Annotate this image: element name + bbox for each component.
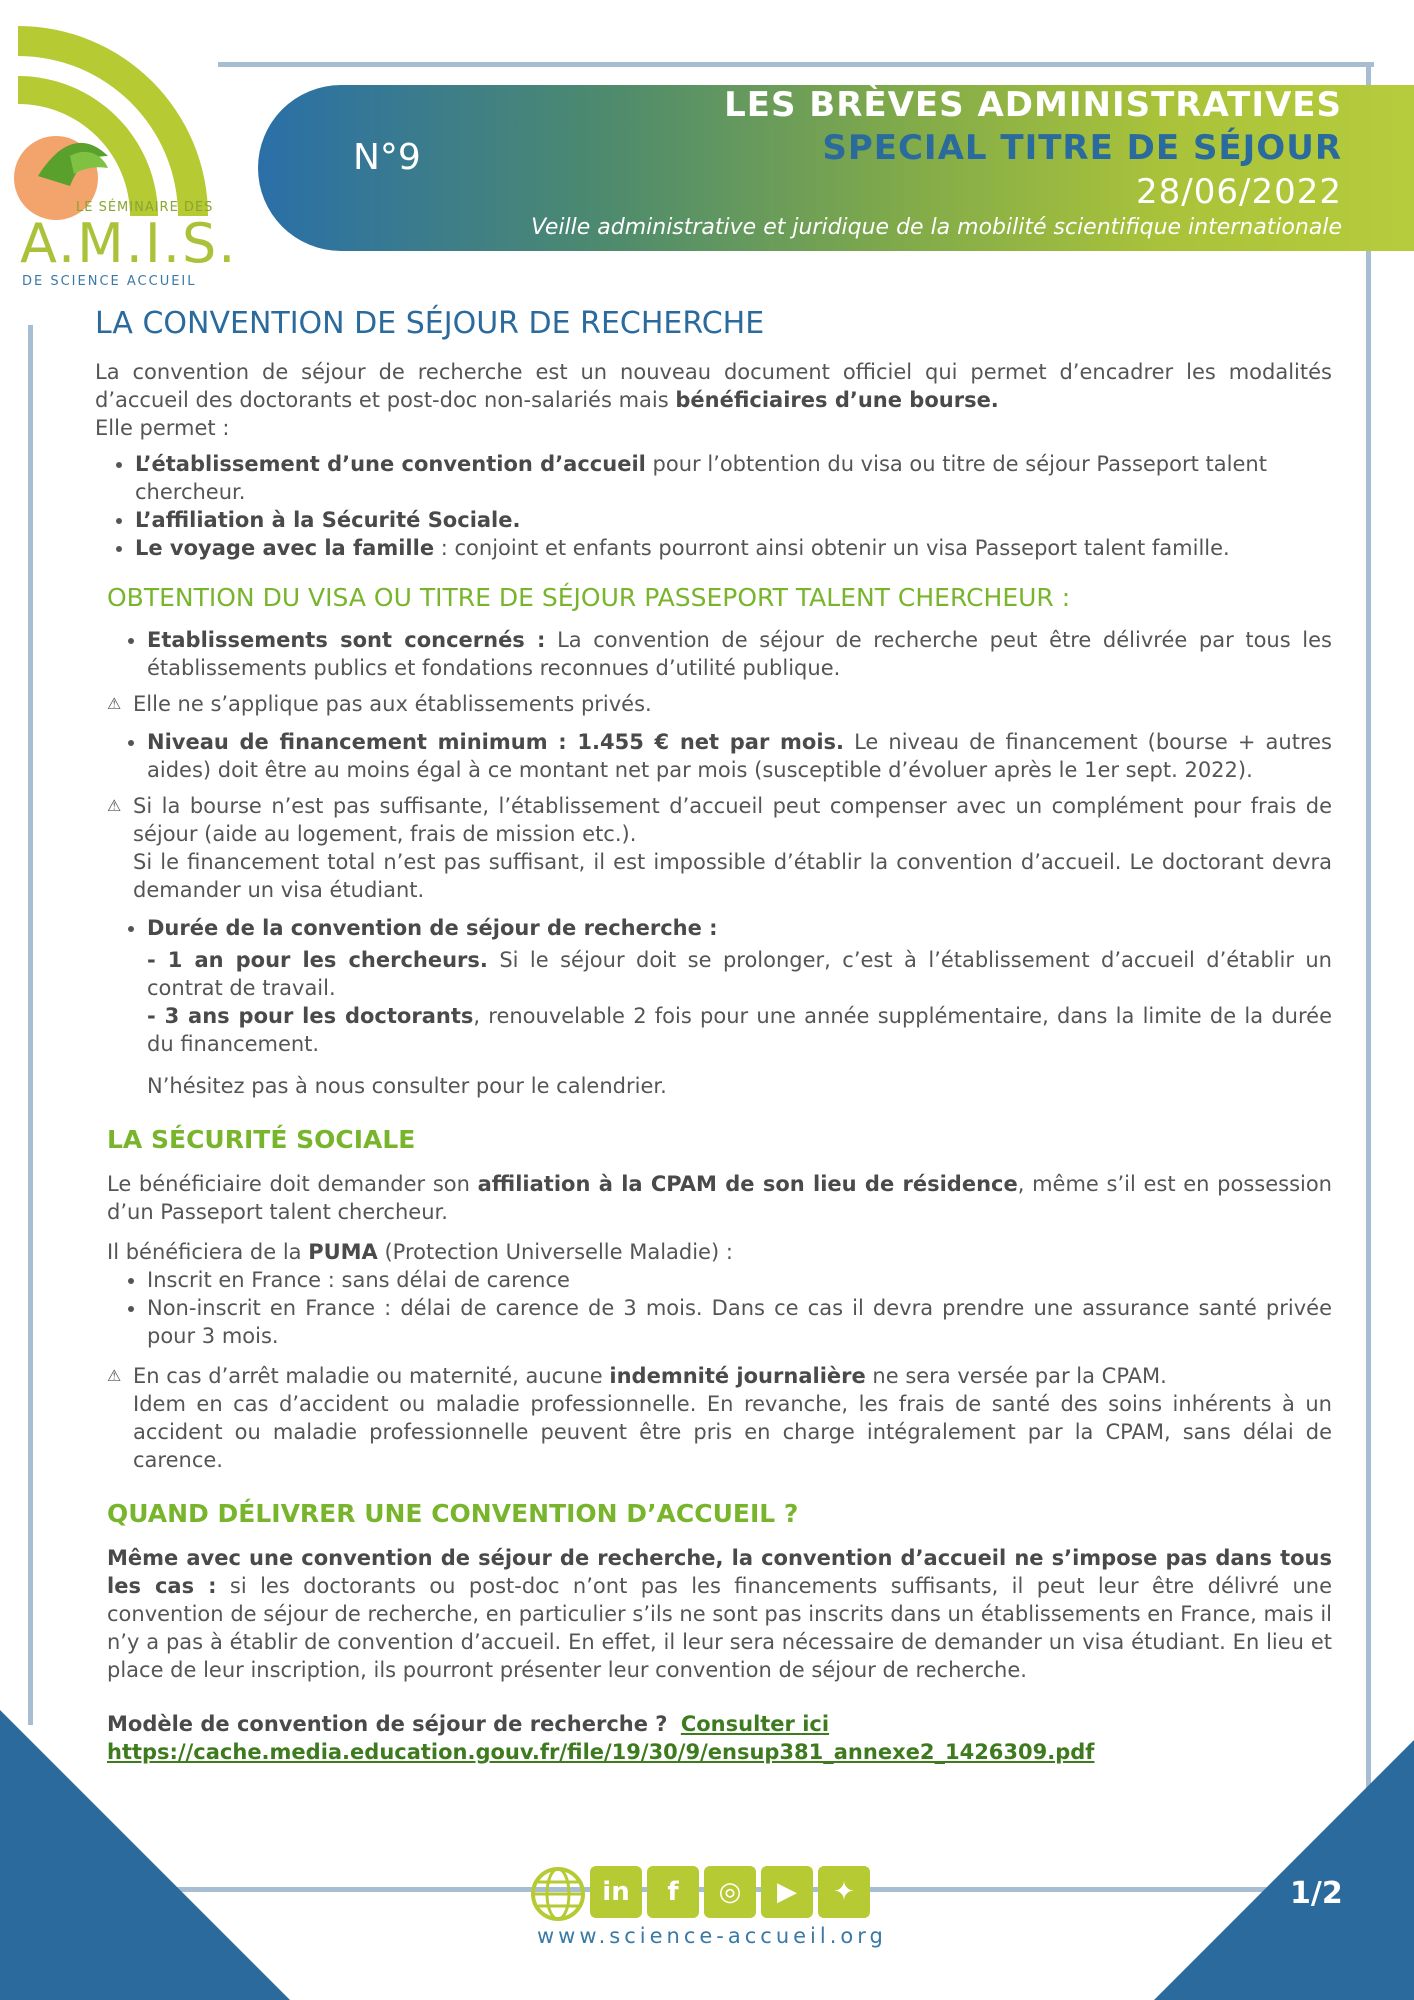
frame-left: [28, 325, 33, 1725]
list-item: • Durée de la convention de séjour de recherche :: [147, 914, 1332, 942]
consult-note: N’hésitez pas à nous consulter pour le calendrier.: [147, 1074, 667, 1098]
permet-list: [95, 450, 1332, 562]
duration-researchers: - 1 an pour les chercheurs. Si le séjour doit se prolonger, c’est à l’établissement d’accueil d’établir un contrat de travail.: [147, 948, 1332, 1000]
logo-main: A.M.I.S.: [20, 212, 238, 275]
frame-top: [218, 62, 1374, 67]
frame-right: [1366, 62, 1371, 1862]
accueil-paragraph: Même avec une convention de séjour de recherche, la convention d’accueil ne s’impose pas dans tous les cas : si les doctorants ou post-doc n’ont pas les financements suffisants, il peut leur être délivré une convention de séjour de recherche, en particulier s’ils ne sont pas inscrits dans un établissements en France, mais il n’y a pas à établir de convention d’accueil. En effet, il leur sera nécessaire de demander un visa étudiant. En lieu et place de leur inscription, ils pourront présenter leur convention de séjour de recherche.: [107, 1546, 1332, 1682]
warning-note: ⚠ Elle ne s’applique pas aux établissements privés.: [107, 692, 652, 716]
visa-list: [107, 626, 1332, 682]
youtube-icon[interactable]: ▶: [761, 1866, 813, 1918]
model-paragraph: Modèle de convention de séjour de recherche ? Consulter ici https://cache.media.education.gouv.fr/file/19/30/9/ensup381_annexe2_1426309.pdf: [107, 1712, 1095, 1764]
list-item: • Niveau de financement minimum : 1.455 € net par mois. Le niveau de financement (bourse + autres aides) doit être au moins égal à ce montant net par mois (susceptible d’évoluer après le 1er sept. 2022).: [147, 728, 1332, 784]
globe-icon[interactable]: [530, 1866, 586, 1922]
section-heading-visa: OBTENTION DU VISA OU TITRE DE SÉJOUR PASSEPORT TALENT CHERCHEUR :: [107, 583, 1071, 612]
consult-link[interactable]: Consulter ici: [680, 1712, 830, 1736]
list-item: • L’établissement d’une convention d’accueil pour l’obtention du visa ou titre de séjour Passeport talent chercheur.: [135, 450, 1332, 506]
facebook-icon[interactable]: f: [647, 1866, 699, 1918]
list-item: • Le voyage avec la famille : conjoint et enfants pourront ainsi obtenir un visa Passeport talent famille.: [135, 534, 1332, 562]
warning-note: ⚠ En cas d’arrêt maladie ou maternité, aucune indemnité journalière ne sera versée par la CPAM.: [107, 1364, 1167, 1388]
warning-note-continued: Idem en cas d’accident ou maladie professionnelle. En revanche, les frais de santé des soins inhérents à un accident ou maladie professionnelle peuvent être pris en charge intégralement par la CPAM, sans délai de carence.: [133, 1392, 1332, 1472]
warning-icon: ⚠: [107, 796, 122, 815]
puma-list: [107, 1266, 1332, 1350]
main-content: [95, 306, 1332, 1766]
warning-icon: ⚠: [107, 694, 122, 713]
intro-paragraph: La convention de séjour de recherche est un nouveau document officiel qui permet d’encadrer les modalités d’accueil des doctorants et post-doc non-salariés mais bénéficiaires d’une bourse.: [95, 360, 1332, 412]
logo-line3: DE SCIENCE ACCUEIL: [22, 274, 197, 289]
permet-label: Elle permet :: [95, 416, 230, 440]
list-item: • L’affiliation à la Sécurité Sociale.: [135, 506, 1332, 534]
model-url-link[interactable]: https://cache.media.education.gouv.fr/file/19/30/9/ensup381_annexe2_1426309.pdf: [107, 1740, 1095, 1764]
duration-doctorants: - 3 ans pour les doctorants, renouvelable 2 fois pour une année supplémentaire, dans la limite de la durée du financement.: [147, 1004, 1332, 1056]
issue-number: N°9: [353, 137, 421, 178]
list-item: • Etablissements sont concernés : La convention de séjour de recherche peut être délivrée par tous les établissements publics et fondations reconnues d’utilité publique.: [147, 626, 1332, 682]
section-heading-securite: LA SÉCURITÉ SOCIALE: [107, 1125, 416, 1154]
list-item: • Inscrit en France : sans délai de carence: [147, 1266, 1332, 1294]
warning-icon: ⚠: [107, 1366, 122, 1385]
twitter-icon[interactable]: ✦: [818, 1866, 870, 1918]
section-heading-convention: LA CONVENTION DE SÉJOUR DE RECHERCHE: [95, 306, 765, 341]
warning-note-continued: Si le financement total n’est pas suffisant, il est impossible d’établir la convention d’accueil. Le doctorant devra demander un visa étudiant.: [133, 850, 1332, 902]
title-special: SPECIAL TITRE DE SÉJOUR: [822, 128, 1342, 168]
footer-url[interactable]: www.science-accueil.org: [537, 1924, 887, 1948]
puma-paragraph: Il bénéficiera de la PUMA (Protection Universelle Maladie) :: [107, 1240, 733, 1264]
instagram-icon[interactable]: ◎: [704, 1866, 756, 1918]
page-number: 1/2: [1290, 1876, 1343, 1911]
linkedin-icon[interactable]: in: [590, 1866, 642, 1918]
securite-paragraph: Le bénéficiaire doit demander son affiliation à la CPAM de son lieu de résidence, même s’il est en possession d’un Passeport talent chercheur.: [107, 1172, 1332, 1224]
list-item: • Non-inscrit en France : délai de carence de 3 mois. Dans ce cas il devra prendre une assurance santé privée pour 3 mois.: [147, 1294, 1332, 1350]
title-main: LES BRÈVES ADMINISTRATIVES: [724, 85, 1342, 125]
corner-decoration-right: [1154, 1740, 1414, 2000]
section-heading-convention-accueil: QUAND DÉLIVRER UNE CONVENTION D’ACCUEIL ?: [107, 1499, 799, 1528]
warning-note: ⚠ Si la bourse n’est pas suffisante, l’établissement d’accueil peut compenser avec un complément pour frais de séjour (aide au logement, frais de mission etc.).: [107, 794, 1332, 846]
logo-line1: LE SÉMINAIRE DES: [76, 200, 214, 215]
issue-date: 28/06/2022: [1136, 172, 1342, 212]
header-subtitle: Veille administrative et juridique de la mobilité scientifique internationale: [531, 215, 1342, 240]
